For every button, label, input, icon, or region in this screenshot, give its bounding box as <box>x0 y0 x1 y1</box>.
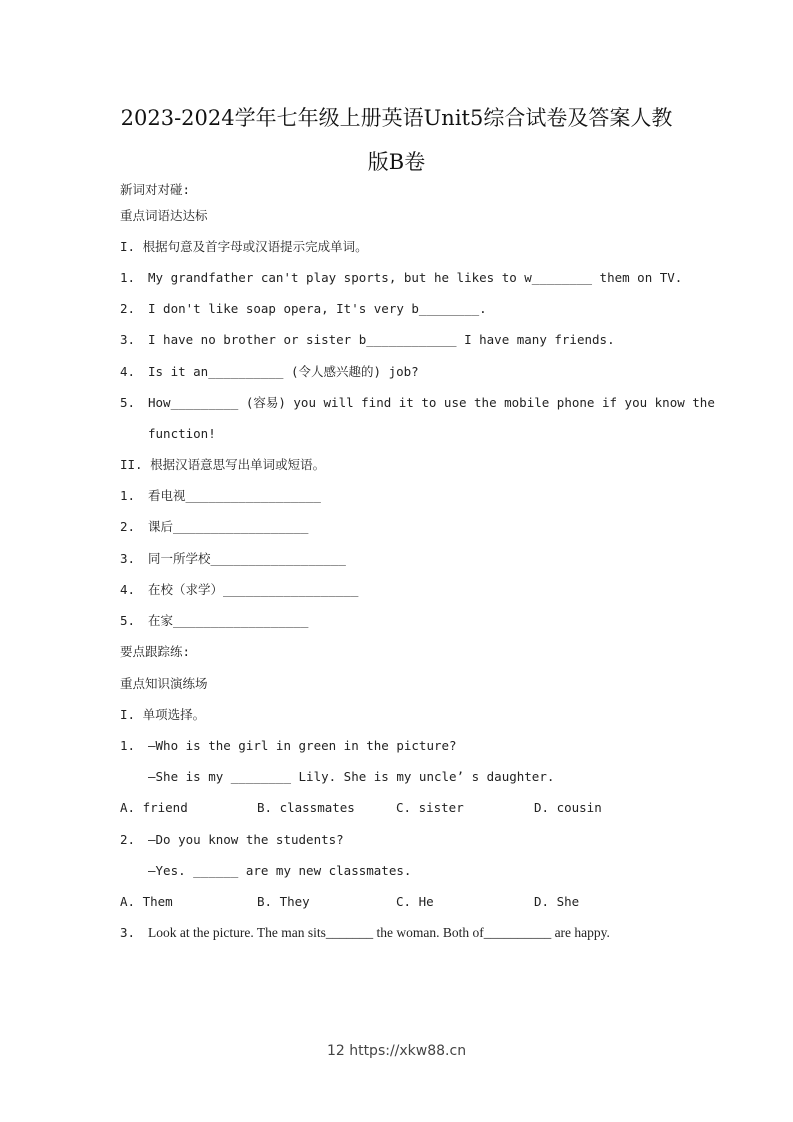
question-number: 1. <box>120 488 136 503</box>
question-text: —Who is the girl in green in the picture? <box>148 738 457 753</box>
question-number: 4. <box>120 364 136 379</box>
option-c: C. He <box>396 894 434 909</box>
document-title-continued: 版B卷 <box>367 150 426 174</box>
question-text: Is it an__________ (令人感兴趣的) job? <box>148 364 419 379</box>
option-b: B. classmates <box>257 800 355 815</box>
question-text: 同一所学校__________________ <box>148 551 346 566</box>
section-heading: 新词对对碰: <box>120 182 191 197</box>
option-c: C. sister <box>396 800 464 815</box>
option-a: A. friend <box>120 800 188 815</box>
question-number: 2. <box>120 519 136 534</box>
question-number: 2. <box>120 832 136 847</box>
document-title: 2023-2024学年七年级上册英语Unit5综合试卷及答案人教 <box>120 106 673 130</box>
page-footer: 12 https://xkw88.cn <box>326 1043 467 1059</box>
question-number: 3. <box>120 332 136 347</box>
question-number: 5. <box>120 613 136 628</box>
question-text: —Yes. ______ are my new classmates. <box>148 863 412 878</box>
question-text: I don't like soap opera, It's very b________. <box>148 301 487 316</box>
question-text: 在校（求学）__________________ <box>148 582 359 597</box>
question-text-continued: function! <box>148 426 216 441</box>
question-number: 3. <box>120 551 136 566</box>
question-number: 2. <box>120 301 136 316</box>
part-heading: II. 根据汉语意思写出单词或短语。 <box>120 457 326 472</box>
question-text: 看电视__________________ <box>148 488 321 503</box>
option-b: B. They <box>257 894 310 909</box>
option-a: A. Them <box>120 894 173 909</box>
question-text: My grandfather can't play sports, but he likes to w________ them on TV. <box>148 270 683 285</box>
option-d: D. She <box>534 894 580 909</box>
section-heading: 要点跟踪练: <box>120 644 191 659</box>
question-text: I have no brother or sister b____________ I have many friends. <box>148 332 615 347</box>
part-heading: I. 单项选择。 <box>120 707 206 722</box>
option-d: D. cousin <box>534 800 602 815</box>
question-text: How_________ (容易) you will find it to use the mobile phone if you know the <box>148 395 715 410</box>
question-number: 3. <box>120 925 136 940</box>
question-text: 课后__________________ <box>148 519 309 534</box>
question-number: 4. <box>120 582 136 597</box>
question-number: 1. <box>120 270 136 285</box>
section-heading: 重点知识演练场 <box>120 676 208 691</box>
question-number: 5. <box>120 395 136 410</box>
question-text: —Do you know the students? <box>148 832 344 847</box>
question-text: Look at the picture. The man sits_______ the woman. Both of__________ are happy. <box>148 925 610 940</box>
section-heading: 重点词语达达标 <box>120 208 208 223</box>
question-number: 1. <box>120 738 136 753</box>
question-text: 在家__________________ <box>148 613 309 628</box>
question-text: —She is my ________ Lily. She is my uncle’ s daughter. <box>148 769 555 784</box>
part-heading: I. 根据句意及首字母或汉语提示完成单词。 <box>120 239 368 254</box>
